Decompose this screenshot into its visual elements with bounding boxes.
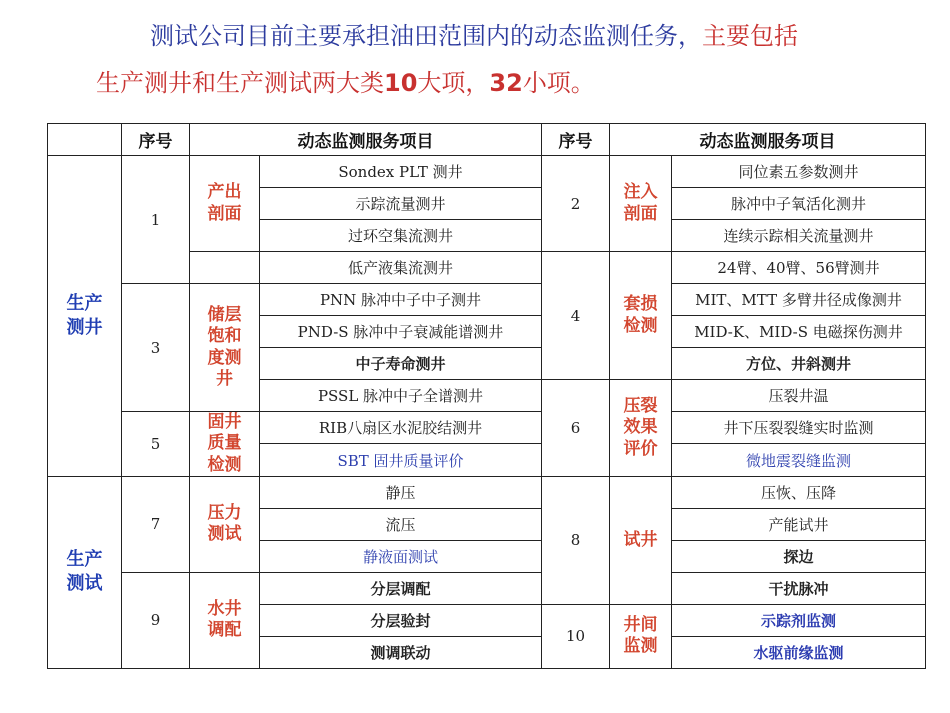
header-item-left: 动态监测服务项目 (190, 124, 542, 156)
header-line-1-main: 测试公司目前主要承担油田范围内的动态监测任务， (150, 22, 702, 50)
header-count-minor: 32 (489, 69, 523, 97)
category-production-testing: 生产测试 (48, 476, 122, 668)
category-production-logging: 生产测井 (48, 156, 122, 477)
service-item: 方位、井斜测井 (672, 348, 926, 380)
service-item: 井下压裂裂缝实时监测 (672, 412, 926, 444)
subcategory-interwell-monitoring: 井间监测 (610, 604, 672, 668)
service-item: RIB八扇区水泥胶结测井 (260, 412, 542, 444)
seq-6: 6 (542, 380, 610, 477)
service-item: 示踪流量测井 (260, 188, 542, 220)
header-line-1 (150, 16, 798, 51)
service-item: 压恢、压降 (672, 476, 926, 508)
header-line-2 (96, 63, 595, 98)
seq-2: 2 (542, 156, 610, 252)
service-item: 分层调配 (260, 572, 542, 604)
seq-8: 8 (542, 476, 610, 604)
service-item: 干扰脉冲 (672, 572, 926, 604)
table-row (48, 156, 926, 188)
service-item: 分层验封 (260, 604, 542, 636)
header-seq-right: 序号 (542, 124, 610, 156)
seq-9: 9 (122, 572, 190, 668)
table-row (48, 284, 926, 316)
subcategory-pressure-testing: 压力测试 (190, 476, 260, 572)
service-item: 探边 (672, 540, 926, 572)
service-item: 压裂井温 (672, 380, 926, 412)
header-line-2-c: 大项， (417, 69, 490, 97)
header-count-major: 10 (384, 69, 418, 97)
subcategory-injection-profile: 注入剖面 (610, 156, 672, 252)
header-category (48, 124, 122, 156)
service-item: 同位素五参数测井 (672, 156, 926, 188)
service-item: 静压 (260, 476, 542, 508)
subcategory-water-well-allocation: 水井调配 (190, 572, 260, 668)
service-item: MID-K、MID-S 电磁探伤测井 (672, 316, 926, 348)
header-line-2-a: 生产测井和生产测试两大类 (96, 69, 384, 97)
table-row (48, 476, 926, 508)
subcategory-cementing-quality: 固井质量检测 (190, 412, 260, 477)
service-item: MIT、MTT 多臂井径成像测井 (672, 284, 926, 316)
service-item: 水驱前缘监测 (672, 636, 926, 668)
service-item: 产能试井 (672, 508, 926, 540)
service-item: 流压 (260, 508, 542, 540)
service-item: 连续示踪相关流量测井 (672, 220, 926, 252)
subcategory-well-testing: 试井 (610, 476, 672, 604)
service-item: 低产液集流测井 (260, 252, 542, 284)
service-item: 微地震裂缝监测 (672, 444, 926, 476)
subcategory-fracturing-evaluation: 压裂效果评价 (610, 380, 672, 477)
seq-5: 5 (122, 412, 190, 477)
subcategory-production-profile: 产出剖面 (190, 156, 260, 252)
seq-7: 7 (122, 476, 190, 572)
header-item-right: 动态监测服务项目 (610, 124, 926, 156)
seq-10: 10 (542, 604, 610, 668)
service-item: 24臂、40臂、56臂测井 (672, 252, 926, 284)
subcategory-casing-damage: 套损检测 (610, 252, 672, 380)
service-item: Sondex PLT 测井 (260, 156, 542, 188)
header-line-2-e: 小项。 (522, 69, 595, 97)
service-item: 示踪剂监测 (672, 604, 926, 636)
subcategory-reservoir-saturation: 储层饱和度测井 (190, 284, 260, 412)
table-row (48, 572, 926, 604)
service-item: 过环空集流测井 (260, 220, 542, 252)
service-item: 测调联动 (260, 636, 542, 668)
service-item: PSSL 脉冲中子全谱测井 (260, 380, 542, 412)
service-item: 静液面测试 (260, 540, 542, 572)
service-item: PNN 脉冲中子中子测井 (260, 284, 542, 316)
service-item: 中子寿命测井 (260, 348, 542, 380)
seq-1: 1 (122, 156, 190, 284)
seq-4: 4 (542, 252, 610, 380)
service-item: SBT 固井质量评价 (260, 444, 542, 476)
service-item: 脉冲中子氧活化测井 (672, 188, 926, 220)
header-seq-left: 序号 (122, 124, 190, 156)
service-item: PND-S 脉冲中子衰减能谱测井 (260, 316, 542, 348)
monitoring-services-table (47, 123, 926, 669)
table-row (48, 412, 926, 444)
header-line-1-red: 主要包括 (702, 22, 798, 50)
seq-3: 3 (122, 284, 190, 412)
table-header-row (48, 124, 926, 156)
subcategory-empty (190, 252, 260, 284)
